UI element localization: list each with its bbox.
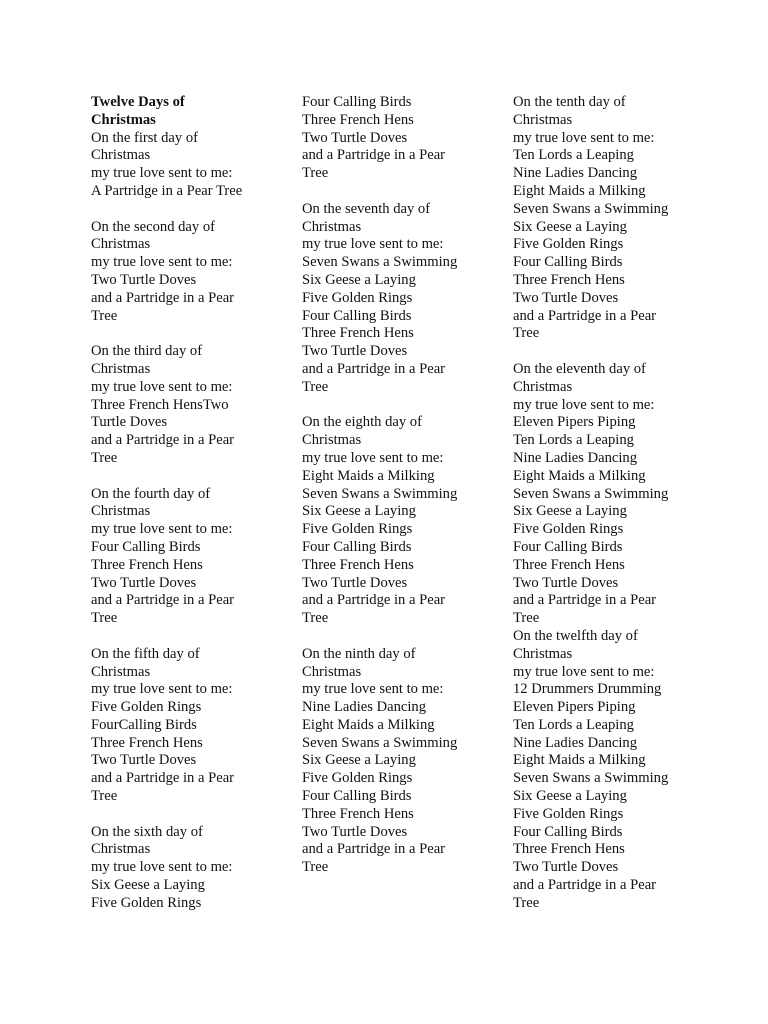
stanza-gap [513, 343, 713, 361]
stanza-gap [91, 201, 291, 219]
text-line: On the second day of [91, 218, 216, 235]
text-line: Three French Hens [302, 111, 414, 128]
text-line: On the tenth day of [513, 94, 626, 110]
text-line: Turtle Doves [91, 414, 168, 431]
text-line: Five Golden Rings [513, 805, 624, 822]
text-line: my true love sent to me: [91, 254, 233, 271]
text-line: Seven Swans a Swimming [513, 770, 669, 787]
text-line: my true love sent to me: [91, 859, 233, 876]
text-line: Christmas [91, 663, 151, 680]
text-line: and a Partridge in a Pear [91, 592, 235, 609]
text-line: Eleven Pipers Piping [513, 699, 636, 716]
text-line: Two Turtle Doves [302, 823, 408, 840]
text-line: Seven Swans a Swimming [302, 485, 458, 502]
text-line: Tree [91, 788, 118, 805]
text-line: and a Partridge in a Pear [302, 360, 446, 377]
text-line: Three French Hens [302, 805, 414, 822]
text-line: Five Golden Rings [302, 770, 413, 787]
text-line: Christmas [513, 645, 573, 662]
text-line: Tree [513, 894, 540, 911]
stanza-gap [302, 397, 502, 415]
text-line: Three French Hens [91, 734, 203, 751]
text-line: Two Turtle Doves [513, 289, 619, 306]
text-line: Tree [91, 307, 118, 324]
text-line: Three French Hens [302, 556, 414, 573]
text-line: On the first day of [91, 129, 198, 146]
text-line: Six Geese a Laying [91, 877, 205, 894]
text-line: Three French Hens [91, 556, 203, 573]
text-line: On the fifth day of [91, 645, 200, 662]
text-line: On the eleventh day of [513, 360, 646, 377]
text-line: my true love sent to me: [91, 165, 233, 182]
text-line: my true love sent to me: [91, 378, 233, 395]
text-line: my true love sent to me: [302, 681, 444, 698]
text-line: Tree [302, 859, 329, 876]
text-line: Four Calling Birds [302, 538, 412, 555]
text-line: Three French HensTwo [91, 396, 229, 413]
text-line: Tree [513, 325, 540, 342]
stanza-gap [91, 628, 291, 646]
text-line: Ten Lords a Leaping [513, 716, 634, 733]
text-line: On the eighth day of [302, 414, 422, 431]
text-line: Christmas [513, 111, 573, 128]
text-line: Three French Hens [302, 325, 414, 342]
text-line: Christmas [513, 378, 573, 395]
text-line: and a Partridge in a Pear [302, 147, 446, 164]
text-line: my true love sent to me: [513, 129, 655, 146]
text-line: and a Partridge in a Pear [302, 592, 446, 609]
text-column-3 [513, 94, 713, 913]
text-line: Three French Hens [513, 271, 625, 288]
text-line: Tree [91, 610, 118, 627]
text-line: Five Golden Rings [91, 894, 202, 911]
text-line: On the third day of [91, 343, 203, 360]
text-line: Christmas [302, 218, 362, 235]
text-line: and a Partridge in a Pear [91, 432, 235, 449]
text-line: Two Turtle Doves [91, 574, 197, 591]
text-line: my true love sent to me: [513, 663, 655, 680]
text-line: Two Turtle Doves [302, 574, 408, 591]
text-line: Three French Hens [513, 841, 625, 858]
text-line: Four Calling Birds [302, 307, 412, 324]
text-line: Four Calling Birds [91, 538, 201, 555]
text-line: Christmas [91, 503, 151, 520]
text-line: Six Geese a Laying [513, 788, 627, 805]
text-line: Five Golden Rings [513, 236, 624, 253]
text-line: Nine Ladies Dancing [302, 699, 427, 716]
text-line: my true love sent to me: [91, 681, 233, 698]
stanza-gap [91, 325, 291, 343]
text-line: and a Partridge in a Pear [513, 592, 657, 609]
text-line: Nine Ladies Dancing [513, 449, 638, 466]
text-line: A Partridge in a Pear Tree [91, 182, 243, 199]
text-line: Seven Swans a Swimming [513, 200, 669, 217]
text-line: Ten Lords a Leaping [513, 432, 634, 449]
text-line: Tree [302, 610, 329, 627]
text-line: Eight Maids a Milking [513, 182, 646, 199]
text-column-1 [91, 94, 291, 913]
text-line: Six Geese a Laying [302, 271, 416, 288]
text-line: On the sixth day of [91, 823, 203, 840]
text-line: Seven Swans a Swimming [302, 734, 458, 751]
text-line: Christmas [302, 663, 362, 680]
text-line: Two Turtle Doves [91, 752, 197, 769]
document-title-line: Christmas [91, 111, 156, 128]
text-line: Eight Maids a Milking [513, 467, 646, 484]
text-line: Nine Ladies Dancing [513, 734, 638, 751]
stanza-gap [302, 628, 502, 646]
stanza-gap [91, 806, 291, 824]
text-line: On the twelfth day of [513, 627, 638, 644]
text-line: Eight Maids a Milking [302, 467, 435, 484]
text-line: Christmas [302, 432, 362, 449]
text-line: and a Partridge in a Pear [513, 877, 657, 894]
stanza-gap [302, 183, 502, 201]
text-line: Six Geese a Laying [302, 752, 416, 769]
text-line: Four Calling Birds [513, 254, 623, 271]
text-line: Two Turtle Doves [91, 271, 197, 288]
text-line: Two Turtle Doves [302, 129, 408, 146]
text-line: Christmas [91, 236, 151, 253]
text-line: and a Partridge in a Pear [302, 841, 446, 858]
text-line: Six Geese a Laying [302, 503, 416, 520]
text-line: Tree [91, 449, 118, 466]
text-line: Tree [302, 165, 329, 182]
text-line: Six Geese a Laying [513, 503, 627, 520]
text-column-2 [302, 94, 502, 877]
text-line: Eight Maids a Milking [302, 716, 435, 733]
text-line: Four Calling Birds [302, 788, 412, 805]
text-line: and a Partridge in a Pear [91, 770, 235, 787]
text-line: my true love sent to me: [302, 449, 444, 466]
text-line: Five Golden Rings [302, 289, 413, 306]
text-line: Seven Swans a Swimming [302, 254, 458, 271]
text-line: Five Golden Rings [302, 521, 413, 538]
text-line: my true love sent to me: [513, 396, 655, 413]
text-line: Christmas [91, 841, 151, 858]
text-line: my true love sent to me: [91, 521, 233, 538]
text-line: and a Partridge in a Pear [513, 307, 657, 324]
text-line: 12 Drummers Drumming [513, 681, 662, 698]
text-line: Two Turtle Doves [513, 574, 619, 591]
text-line: my true love sent to me: [302, 236, 444, 253]
text-line: Five Golden Rings [513, 521, 624, 538]
text-line: Tree [513, 610, 540, 627]
text-line: Two Turtle Doves [513, 859, 619, 876]
text-line: Eight Maids a Milking [513, 752, 646, 769]
text-line: Two Turtle Doves [302, 343, 408, 360]
text-line: On the seventh day of [302, 200, 431, 217]
text-line: Seven Swans a Swimming [513, 485, 669, 502]
text-line: Five Golden Rings [91, 699, 202, 716]
text-line: Christmas [91, 360, 151, 377]
text-line: Nine Ladies Dancing [513, 165, 638, 182]
text-line: On the ninth day of [302, 645, 416, 662]
stanza-gap [91, 468, 291, 486]
text-line: Four Calling Birds [513, 823, 623, 840]
text-line: FourCalling Birds [91, 716, 197, 733]
text-line: On the fourth day of [91, 485, 211, 502]
text-line: Four Calling Birds [302, 94, 412, 110]
text-line: Three French Hens [513, 556, 625, 573]
text-line: and a Partridge in a Pear [91, 289, 235, 306]
text-line: Eleven Pipers Piping [513, 414, 636, 431]
text-line: Ten Lords a Leaping [513, 147, 634, 164]
text-line: Tree [302, 378, 329, 395]
text-line: Four Calling Birds [513, 538, 623, 555]
text-line: Christmas [91, 147, 151, 164]
text-line: Six Geese a Laying [513, 218, 627, 235]
document-title-line: Twelve Days of [91, 94, 185, 110]
